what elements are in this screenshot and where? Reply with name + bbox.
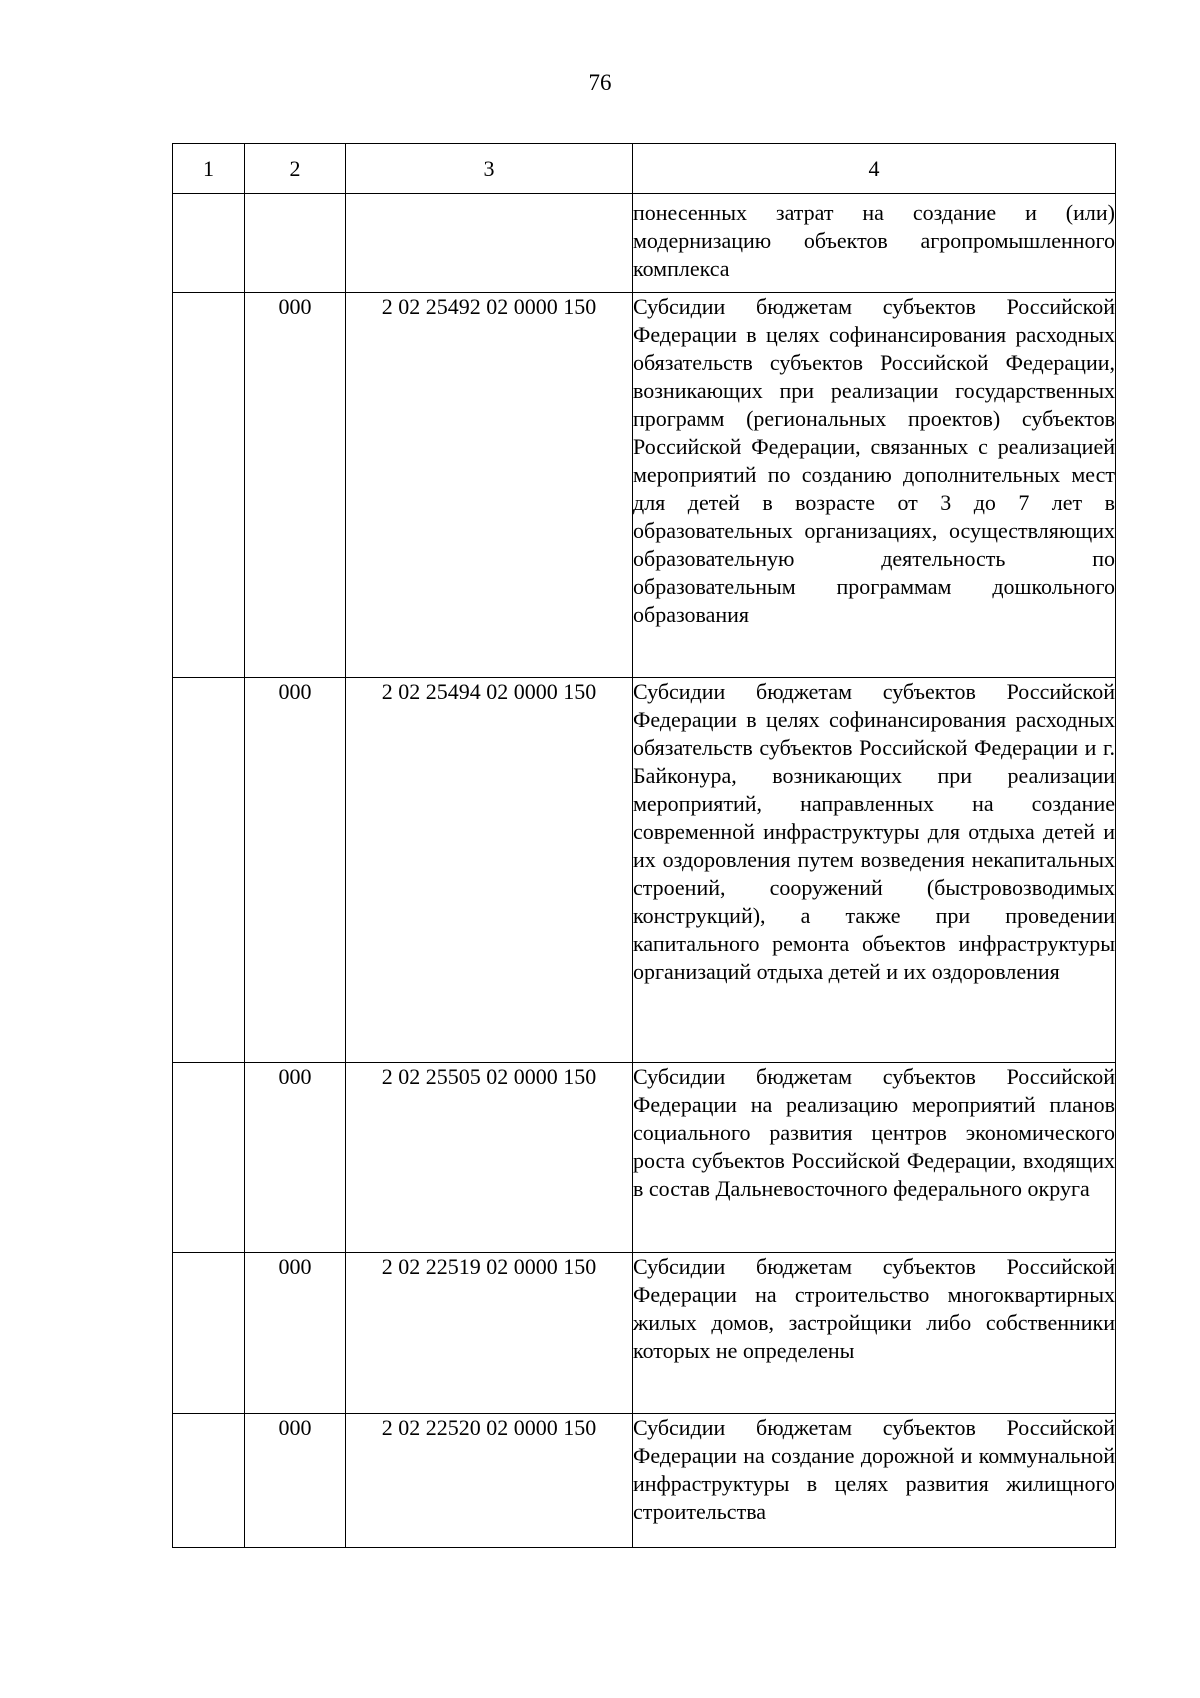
group-cell bbox=[173, 1253, 245, 1414]
admin-code-cell: 000 bbox=[245, 1253, 346, 1414]
description-cell: Субсидии бюджетам субъектов Российской Федерации на создание дорожной и коммунальной инфраструктуры в целях развития жилищного строительства bbox=[633, 1414, 1116, 1548]
page-number: 76 bbox=[588, 70, 612, 95]
budget-code-cell: 2 02 22520 02 0000 150 bbox=[346, 1414, 633, 1548]
admin-code-cell: 000 bbox=[245, 293, 346, 678]
table-row bbox=[173, 1063, 1116, 1253]
group-cell bbox=[173, 194, 245, 293]
budget-code-cell: 2 02 25494 02 0000 150 bbox=[346, 678, 633, 1063]
column-header-1: 1 bbox=[173, 144, 245, 194]
table-row bbox=[173, 194, 1116, 293]
column-header-2: 2 bbox=[245, 144, 346, 194]
budget-code-cell: 2 02 22519 02 0000 150 bbox=[346, 1253, 633, 1414]
admin-code-cell: 000 bbox=[245, 1063, 346, 1253]
group-cell bbox=[173, 678, 245, 1063]
budget-code-cell: 2 02 25505 02 0000 150 bbox=[346, 1063, 633, 1253]
table-row bbox=[173, 293, 1116, 678]
admin-code-cell bbox=[245, 194, 346, 293]
budget-code-cell bbox=[346, 194, 633, 293]
column-header-4: 4 bbox=[633, 144, 1116, 194]
column-header-3: 3 bbox=[346, 144, 633, 194]
table-row bbox=[173, 1253, 1116, 1414]
budget-code-cell: 2 02 25492 02 0000 150 bbox=[346, 293, 633, 678]
table-header-row bbox=[173, 144, 1116, 194]
group-cell bbox=[173, 293, 245, 678]
budget-codes-table bbox=[172, 143, 1116, 1548]
description-cell: Субсидии бюджетам субъектов Российской Федерации в целях софинансирования расходных обязательств субъектов Российской Федерации и г. Байконура, возникающих при реализации мероприятий, направленных на создание современной инфраструктуры для отдыха детей и их оздоровления путем возведения некапитальных строений, сооружений (быстровозводимых конструкций), а также при проведении капитального ремонта объектов инфраструктуры организаций отдыха детей и их оздоровления bbox=[633, 678, 1116, 1063]
admin-code-cell: 000 bbox=[245, 678, 346, 1063]
admin-code-cell: 000 bbox=[245, 1414, 346, 1548]
group-cell bbox=[173, 1414, 245, 1548]
description-cell: Субсидии бюджетам субъектов Российской Федерации на реализацию мероприятий планов социального развития центров экономического роста субъектов Российской Федерации, входящих в состав Дальневосточного федерального округа bbox=[633, 1063, 1116, 1253]
table-row bbox=[173, 678, 1116, 1063]
table-row bbox=[173, 1414, 1116, 1548]
description-cell: понесенных затрат на создание и (или) модернизацию объектов агропромышленного комплекса bbox=[633, 194, 1116, 293]
description-cell: Субсидии бюджетам субъектов Российской Федерации в целях софинансирования расходных обязательств субъектов Российской Федерации, возникающих при реализации государственных программ (региональных проектов) субъектов Российской Федерации, связанных с реализацией мероприятий по созданию дополнительных мест для детей в возрасте от 3 до 7 лет в образовательных организациях, осуществляющих образовательную деятельность по образовательным программам дошкольного образования bbox=[633, 293, 1116, 678]
description-cell: Субсидии бюджетам субъектов Российской Федерации на строительство многоквартирных жилых домов, застройщики либо собственники которых не определены bbox=[633, 1253, 1116, 1414]
group-cell bbox=[173, 1063, 245, 1253]
